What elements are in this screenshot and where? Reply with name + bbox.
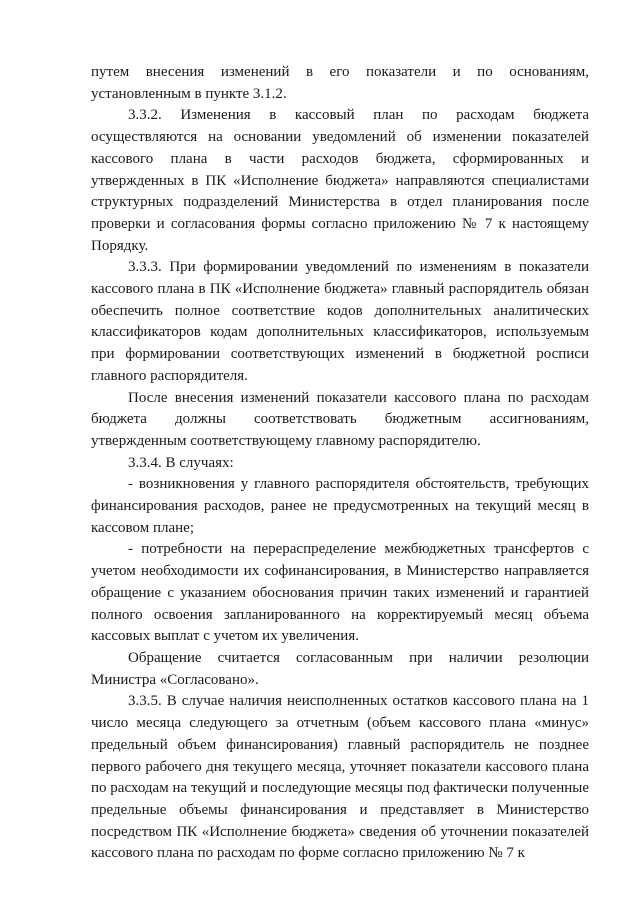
- list-item-transfers: - потребности на перераспределение межбюджетных трансфертов с учетом необходимости их софинансирования, в Министерство направляется обращение с указанием обоснования причин таких изменений и гарантией полного освоения запланированного на корректируемый месяц объема кассовых выплат с учетом их увеличения.: [91, 541, 589, 645]
- paragraph-3-3-5: 3.3.5. В случае наличия неисполненных остатков кассового плана на 1 число месяца следующего за отчетным (объем кассового плана «минус» предельный объем финансирования) главный распорядитель не позднее первого рабочего дня текущего месяца, уточняет показатели кассового плана по расходам на текущий и последующие месяцы под фактически полученные предельные объемы финансирования и представляет в Министерство посредством ПК «Исполнение бюджета» сведения об уточнении показателей кассового плана по расходам по форме согласно приложению № 7 к: [91, 693, 589, 862]
- paragraph-3-3-3: 3.3.3. При формировании уведомлений по изменениям в показатели кассового плана в ПК «Исполнение бюджета» главный распорядитель обязан обеспечить полное соответствие кодов дополнительных аналитических классификаторов кодам дополнительных классификаторов, используемым при формировании соответствующих изменений в бюджетной росписи главного распорядителя.: [91, 259, 589, 384]
- paragraph-appeal-approved: Обращение считается согласованным при наличии резолюции Министра «Согласовано».: [91, 649, 589, 688]
- document-page: [91, 62, 589, 865]
- paragraph-after-changes: После внесения изменений показатели кассового плана по расходам бюджета должны соответствовать бюджетным ассигнованиям, утвержденным соответствующему главному распорядителю.: [91, 389, 589, 449]
- list-item-circumstances: - возникновения у главного распорядителя обстоятельств, требующих финансирования расходов, ранее не предусмотренных на текущий месяц в кассовом плане;: [91, 476, 589, 536]
- paragraph-continuation-3-3-1: путем внесения изменений в его показатели и по основаниям, установленным в пункте 3.1.2.: [91, 64, 589, 102]
- paragraph-3-3-4-heading: 3.3.4. В случаях:: [128, 454, 234, 471]
- paragraph-3-3-2: 3.3.2. Изменения в кассовый план по расходам бюджета осуществляются на основании уведомлений об изменении показателей кассового плана в части расходов бюджета, сформированных и утвержденных в ПК «Исполнение бюджета» направляются специалистами структурных подразделений Министерства в отдел планирования после проверки и согласования формы согласно приложению № 7 к настоящему Порядку.: [91, 107, 589, 254]
